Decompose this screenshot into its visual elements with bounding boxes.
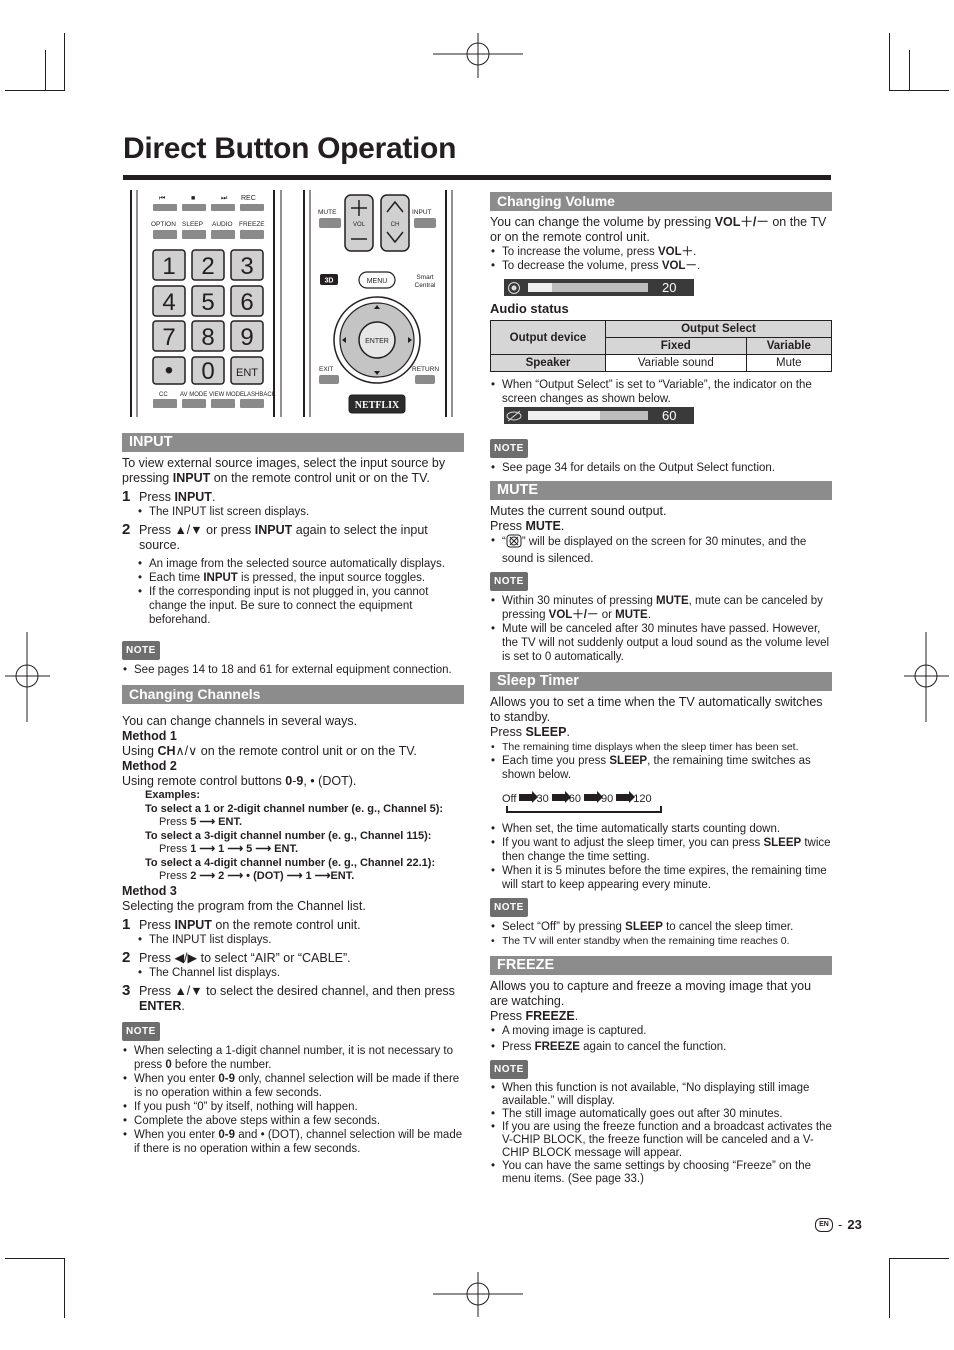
list-item: • The INPUT list screen displays. <box>137 505 464 519</box>
remote-left-panel <box>129 190 281 417</box>
mute-label: MUTE <box>318 209 337 216</box>
volume-bullets-2 <box>490 378 832 406</box>
list-item: • Select “Off” by pressing SLEEP to cancel the sleep timer. <box>490 920 832 934</box>
svg-text:⏭: ⏭ <box>221 195 228 202</box>
list-item: • When this function is not available, “No displaying still image available.” will display. <box>490 1082 832 1108</box>
sleep-sequence <box>502 792 832 816</box>
example-1-press: Press 5 ⟶ ENT. <box>159 816 243 828</box>
remote-right-panel <box>304 190 452 417</box>
input-intro: To view external source images, select the input source by pressing INPUT on the remote control unit or on the TV. <box>122 456 446 485</box>
avmode-label: AV MODE <box>180 392 208 398</box>
list-item: • The remaining time displays when the sleep timer has been set. <box>490 740 832 754</box>
page-number <box>815 1217 862 1232</box>
changing-channels-section <box>122 685 464 1156</box>
sleep-press: Press SLEEP. <box>490 725 570 739</box>
mute-icon <box>506 534 522 552</box>
digit-9: 9 <box>240 324 254 351</box>
note-badge: NOTE <box>490 1060 528 1079</box>
channel-examples <box>122 789 464 884</box>
volume-fill <box>528 411 600 420</box>
digit-dot: • <box>164 357 174 384</box>
freeze-bullets <box>490 1024 832 1054</box>
central-label: Central <box>414 282 436 289</box>
freeze-press: Press FREEZE. <box>490 1009 579 1023</box>
ch-label: CH <box>390 222 400 228</box>
digit-5: 5 <box>201 289 215 316</box>
cc-label: CC <box>159 392 168 398</box>
freeze-intro: Allows you to capture and freeze a moving image that you are watching. <box>490 979 812 1008</box>
audio-status-label: Audio status <box>490 301 569 316</box>
list-item: • The Channel list displays. <box>137 966 464 980</box>
note-badge: NOTE <box>490 572 528 591</box>
list-item: • The INPUT list displays. <box>137 933 464 947</box>
examples-label: Examples: <box>145 789 201 801</box>
menu-label: MENU <box>366 278 388 285</box>
freeze-notes <box>490 1082 832 1186</box>
loop-arrow <box>506 806 662 813</box>
title-rule <box>123 175 831 180</box>
list-item: • If you are using the freeze function and a broadcast activates the V-CHIP BLOCK, the freeze function will be canceled and a V-CHIP BLOCK message will appear. <box>490 1121 832 1160</box>
list-item: • Within 30 minutes of pressing MUTE, mute can be canceled by pressing VOL＋/－ or MUTE. <box>490 594 832 622</box>
channels-intro: You can change channels in several ways. <box>122 714 358 728</box>
note-badge: NOTE <box>490 439 528 458</box>
table-header-device: Output device <box>491 321 606 355</box>
list-item: • To increase the volume, press VOL＋. <box>490 245 832 259</box>
method-2-label: Method 2 <box>122 759 177 773</box>
language-badge: EN <box>815 1218 833 1232</box>
return-label: RETURN <box>412 366 440 373</box>
seq-90: 90 <box>600 793 614 805</box>
sleep-bullets <box>490 740 832 782</box>
page-title: Direct Button Operation <box>123 132 457 165</box>
input-step-1-bullets <box>122 505 464 519</box>
smart-label: Smart <box>416 274 434 281</box>
mute-press: Press MUTE. <box>490 519 565 533</box>
volume-notes <box>490 461 832 475</box>
example-3-press: Press 2 ⟶ 2 ⟶ • (DOT) ⟶ 1 ⟶ENT. <box>159 870 355 882</box>
volume-indicator-20 <box>504 279 694 296</box>
list-item: • See pages 14 to 18 and 61 for external equipment connection. <box>122 663 464 677</box>
digit-3: 3 <box>240 253 254 280</box>
note-badge: NOTE <box>490 898 528 917</box>
freeze-label: FREEZE <box>239 221 265 228</box>
arrow-icon <box>552 794 566 801</box>
speaker-icon <box>504 279 524 296</box>
seq-off: Off <box>502 793 517 805</box>
enter-label: ENTER <box>365 338 389 345</box>
table-header-output-select: Output Select <box>606 321 832 338</box>
vol-label: VOL <box>352 222 366 228</box>
volume-value: 60 <box>662 408 677 423</box>
volume-bullets <box>490 245 832 273</box>
method-3-step-2: 2 Press ◀/▶ to select “AIR” or “CABLE”. <box>122 948 351 966</box>
viewmode-label: VIEW MODE <box>209 392 245 398</box>
sleep-bullets-2 <box>490 822 832 892</box>
seq-30: 30 <box>536 793 549 805</box>
mute-bullets <box>490 534 832 566</box>
list-item: • Mute will be canceled after 30 minutes have passed. However, the TV will not suddenly output a loud sound as the volume level is set to 0 automatically. <box>490 622 832 664</box>
list-item: • A moving image is captured. <box>490 1024 832 1038</box>
list-item: • To decrease the volume, press VOL－. <box>490 259 832 273</box>
exit-label: EXIT <box>319 366 334 373</box>
method-1-label: Method 1 <box>122 729 177 743</box>
example-3-heading: To select a 4-digit channel number (e. g., Channel 22.1): <box>145 856 436 869</box>
method-1-text: Using CH∧/∨ on the remote control unit or on the TV. <box>122 744 417 758</box>
example-1-heading: To select a 1 or 2-digit channel number (e. g., Channel 5): <box>145 802 444 815</box>
registration-mark-left <box>5 632 50 722</box>
registration-mark-right <box>904 632 949 722</box>
method-3-intro: Selecting the program from the Channel list. <box>122 898 366 913</box>
audio-label: AUDIO <box>212 221 233 228</box>
digit-2: 2 <box>201 253 215 280</box>
method-3-step-1: 1 Press INPUT on the remote control unit. <box>122 915 361 933</box>
channels-header: Changing Channels <box>122 685 464 704</box>
audio-status-table <box>490 320 832 372</box>
input-label: INPUT <box>412 209 432 216</box>
example-2-press: Press 1 ⟶ 1 ⟶ 5 ⟶ ENT. <box>159 843 299 855</box>
list-item: • When set, the time automatically starts counting down. <box>490 822 832 836</box>
list-item: • Each time you press SLEEP, the remaining time switches as shown below. <box>490 754 832 782</box>
digit-4: 4 <box>162 289 176 316</box>
remote-illustration <box>129 190 454 417</box>
volume-value: 20 <box>662 280 677 295</box>
digit-1: 1 <box>162 253 176 280</box>
list-item: • An image from the selected source automatically displays. <box>137 557 464 571</box>
list-item: • Press FREEZE again to cancel the function. <box>490 1040 832 1054</box>
option-label: OPTION <box>151 221 176 228</box>
table-header-variable: Variable <box>746 338 831 355</box>
seq-120: 120 <box>633 793 652 805</box>
channels-notes <box>122 1044 464 1156</box>
sleep-notes <box>490 920 832 948</box>
rec-label: REC <box>241 195 256 202</box>
arrow-icon <box>519 794 533 801</box>
digit-0: 0 <box>201 358 215 385</box>
list-item: • When “Output Select” is set to “Variable”, the indicator on the screen changes as shown below. <box>490 378 832 406</box>
example-2-heading: To select a 3-digit channel number (e. g., Channel 115): <box>145 829 432 842</box>
input-step-1: 1 Press INPUT. <box>122 488 216 505</box>
changing-volume-section <box>490 192 832 475</box>
list-item: • Each time INPUT is pressed, the input source toggles. <box>137 571 464 585</box>
arrow-icon <box>616 794 630 801</box>
left-column <box>122 433 464 1156</box>
method-2-text: Using remote control buttons 0-9, • (DOT). <box>122 774 357 788</box>
cell-fixed: Variable sound <box>606 355 747 372</box>
seq-60: 60 <box>568 793 581 805</box>
digit-ent: ENT <box>236 367 258 379</box>
registration-mark-bottom <box>433 1272 523 1317</box>
3d-label: 3D <box>324 277 334 285</box>
note-badge: NOTE <box>122 641 160 660</box>
variable-speaker-icon <box>504 407 524 424</box>
input-step-2: 2 Press ▲/▼ or press INPUT again to select the input source. <box>122 521 428 552</box>
volume-fill <box>528 283 552 292</box>
list-item: • See page 34 for details on the Output Select function. <box>490 461 832 475</box>
method-3-step-2-bullets <box>122 966 464 980</box>
registration-mark-top <box>433 33 523 78</box>
method-3-label: Method 3 <box>122 883 177 898</box>
netflix-label: NETFLIX <box>354 400 400 411</box>
mute-section <box>490 481 832 664</box>
input-step-2-bullets <box>122 557 464 627</box>
mute-header: MUTE <box>490 481 832 500</box>
method-3-step-1-bullets <box>122 933 464 947</box>
list-item: • If the corresponding input is not plugged in, you cannot change the input. Be sure to connect the equipment beforehand. <box>137 585 464 627</box>
right-column <box>490 192 832 1186</box>
digit-7: 7 <box>162 324 176 351</box>
volume-indicator-60 <box>504 407 694 424</box>
mute-notes <box>490 594 832 664</box>
list-item: • The TV will enter standby when the remaining time reaches 0. <box>490 934 832 948</box>
list-item: • “ ” will be displayed on the screen for 30 minutes, and the sound is silenced. <box>490 534 832 566</box>
input-section <box>122 433 464 677</box>
input-notes <box>122 663 464 677</box>
list-item: • If you want to adjust the sleep timer, you can press SLEEP twice then change the time setting. <box>490 836 832 864</box>
sleep-header: Sleep Timer <box>490 672 832 691</box>
table-header-fixed: Fixed <box>606 338 747 355</box>
freeze-header: FREEZE <box>490 956 832 975</box>
mute-intro: Mutes the current sound output. <box>490 504 667 518</box>
volume-header: Changing Volume <box>490 192 832 211</box>
list-item: • When selecting a 1-digit channel number, it is not necessary to press 0 before the number. <box>122 1044 464 1072</box>
table-row <box>491 355 832 372</box>
method-3-step-3: 3 Press ▲/▼ to select the desired channel, and then press ENTER. <box>122 981 455 1013</box>
volume-intro: You can change the volume by pressing VOL＋/－ on the TV or on the remote control unit. <box>490 215 827 244</box>
sleep-timer-section <box>490 672 832 948</box>
list-item: • If you push “0” by itself, nothing will happen. <box>122 1100 464 1114</box>
digit-8: 8 <box>201 324 215 351</box>
input-header: INPUT <box>122 433 464 452</box>
freeze-section <box>490 956 832 1186</box>
page-number-dash: - <box>838 1217 843 1232</box>
flashback-label: FLASHBACK <box>240 392 276 398</box>
list-item: • Complete the above steps within a few seconds. <box>122 1114 464 1128</box>
list-item: • When you enter 0-9 and • (DOT), channel selection will be made if there is no operation within a few seconds. <box>122 1128 464 1156</box>
list-item: • When it is 5 minutes before the time expires, the remaining time will start to keep appearing every minute. <box>490 864 832 892</box>
list-item: • When you enter 0-9 only, channel selection will be made if there is no operation within a few seconds. <box>122 1072 464 1100</box>
arrow-icon <box>584 794 598 801</box>
note-badge: NOTE <box>122 1022 160 1041</box>
cell-variable: Mute <box>746 355 831 372</box>
svg-text:⏮: ⏮ <box>159 195 166 202</box>
svg-text:■: ■ <box>191 195 196 202</box>
list-item: • You can have the same settings by choosing “Freeze” on the menu items. (See page 33.) <box>490 1160 832 1186</box>
sleep-intro: Allows you to set a time when the TV automatically switches to standby. <box>490 695 823 724</box>
digit-6: 6 <box>240 289 254 316</box>
list-item: • The still image automatically goes out after 30 minutes. <box>490 1108 832 1121</box>
sleep-label: SLEEP <box>182 221 203 228</box>
page-number-value: 23 <box>847 1217 862 1232</box>
row-speaker: Speaker <box>491 355 606 372</box>
